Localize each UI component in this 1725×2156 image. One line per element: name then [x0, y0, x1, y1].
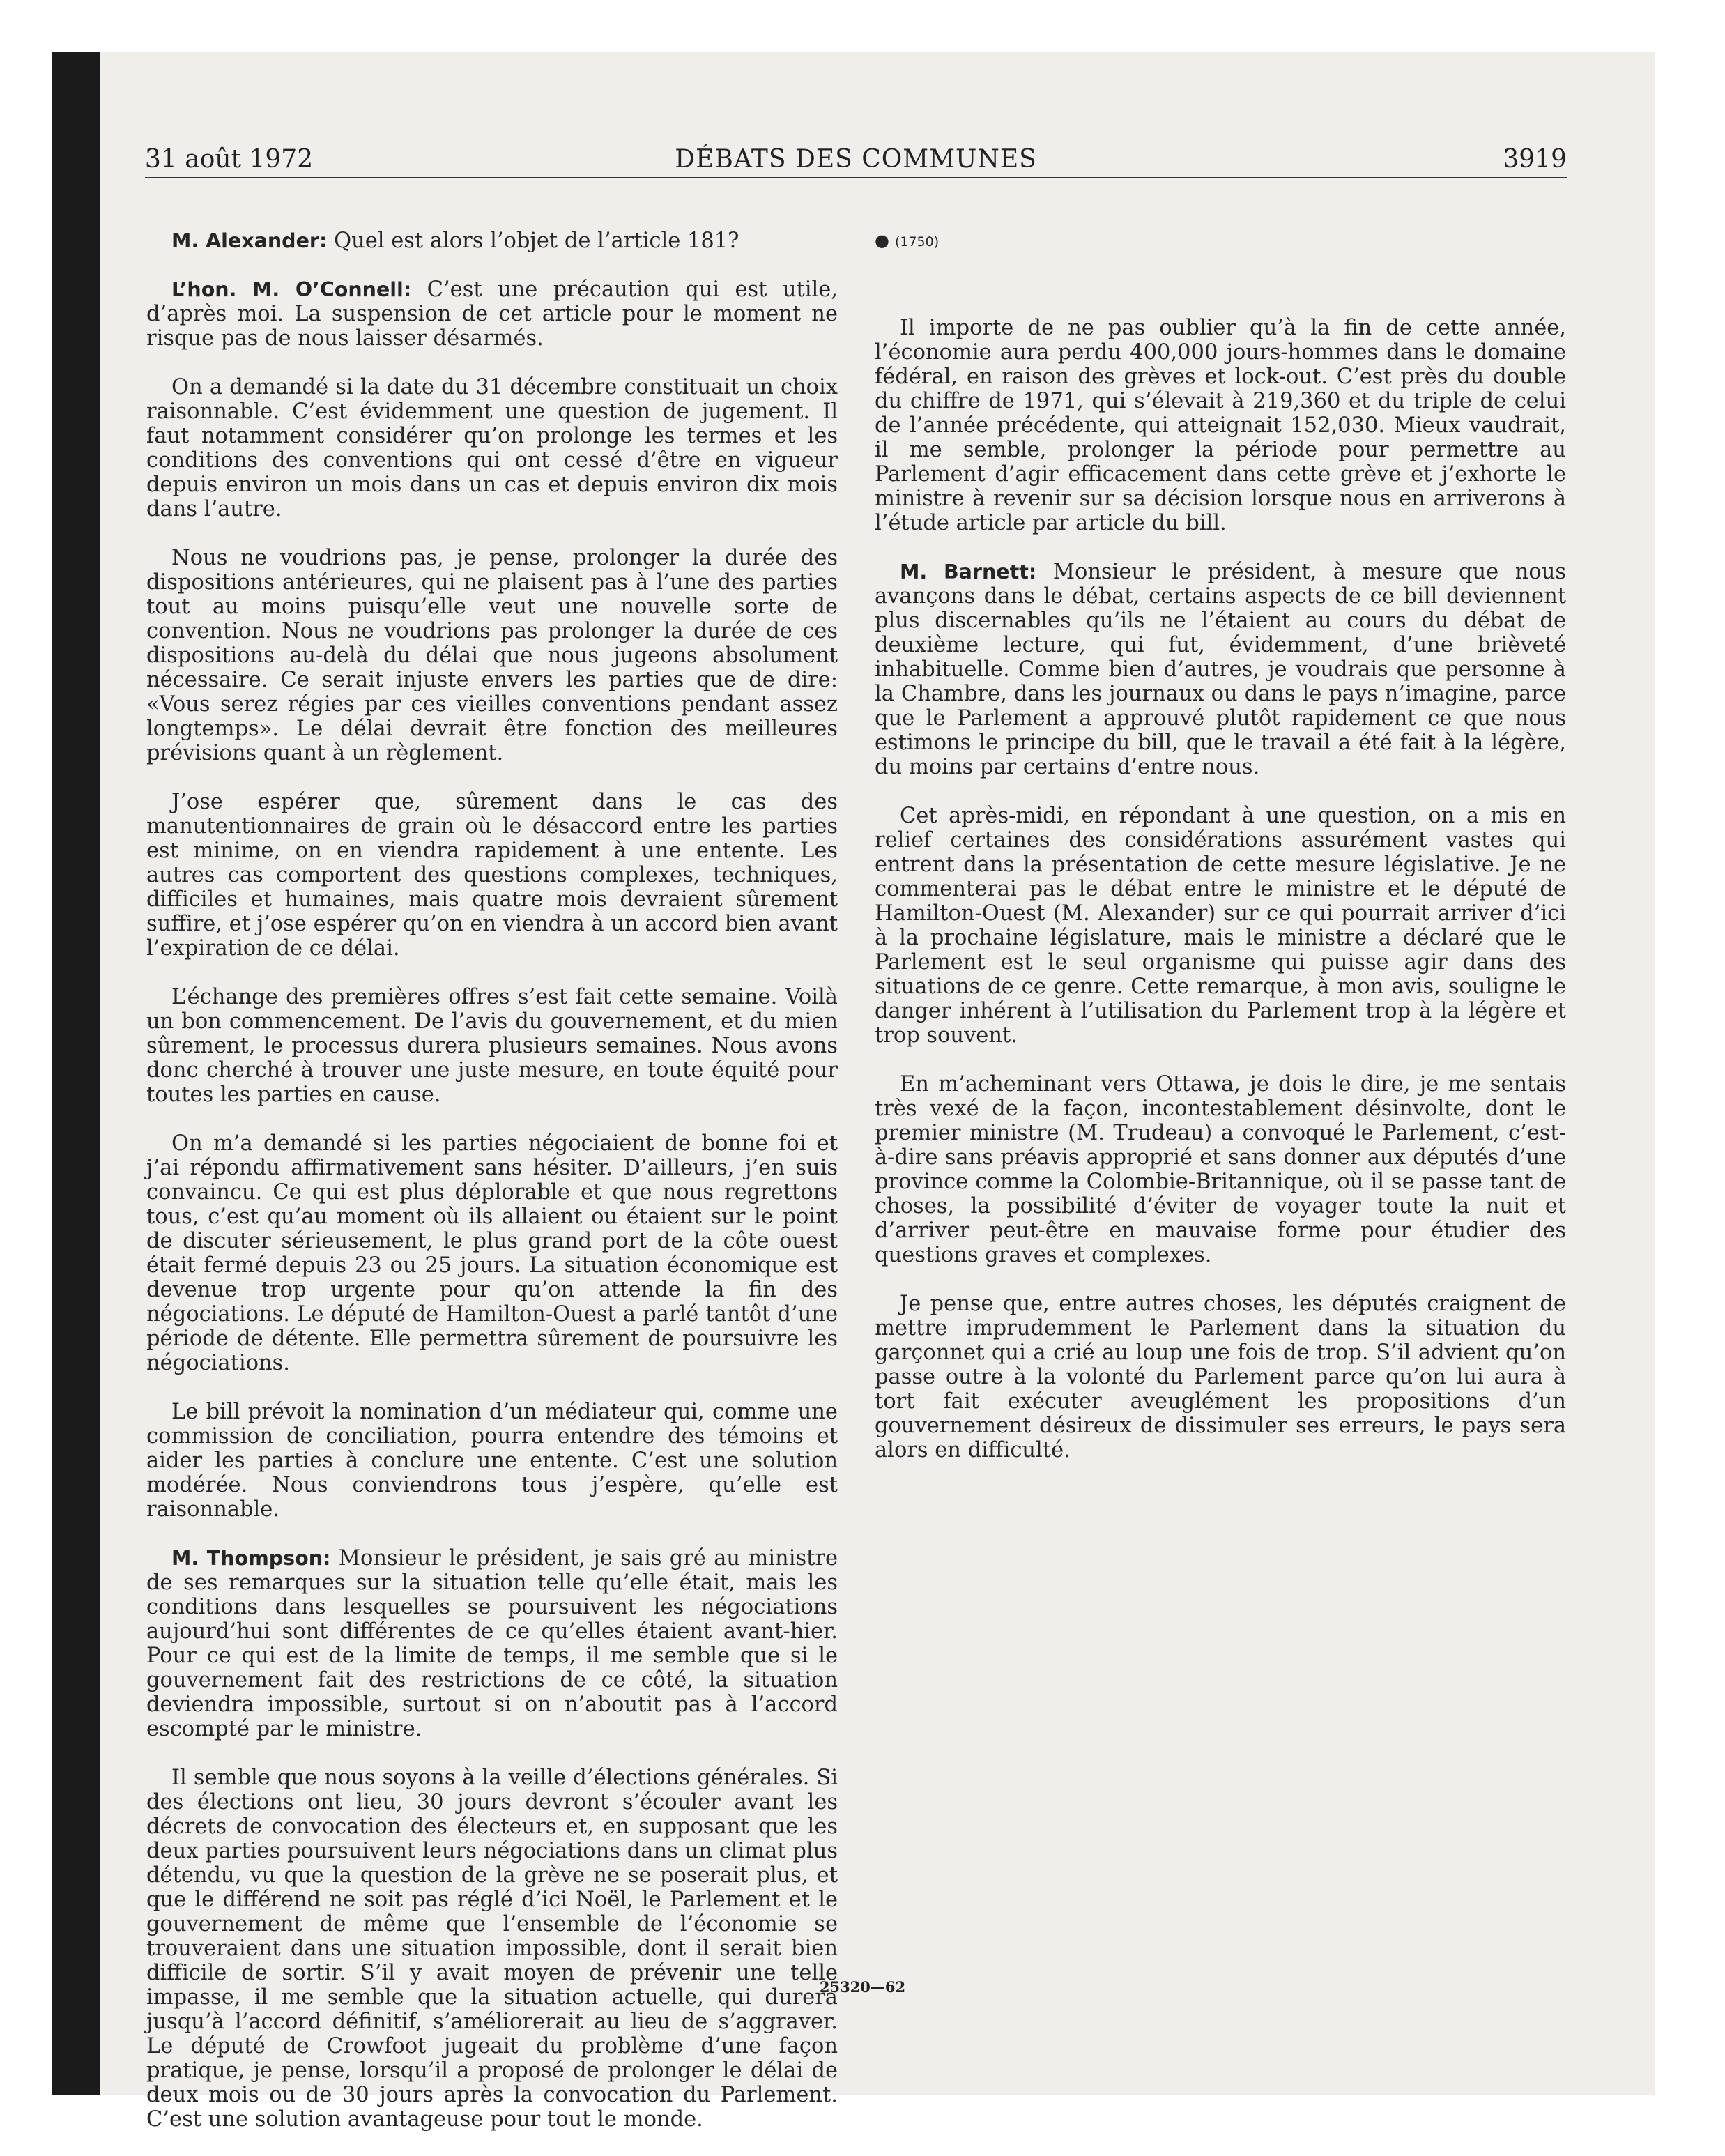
paragraph [146, 985, 838, 1107]
paragraph [875, 316, 1566, 535]
paragraph [875, 1072, 1566, 1267]
scan-edge-shadow [52, 52, 100, 2095]
header-date: 31 août 1972 [145, 145, 314, 174]
paragraph [146, 546, 838, 765]
left-column [146, 229, 838, 2156]
paragraph-text: C’est une précaution qui est utile, d’après moi. La suspension de cet article pour le moment ne risque pas de nous laisser désarmés. [146, 277, 838, 351]
paragraph-text: Il importe de ne pas oublier qu’à la fin de cette année, l’économie aura perdu 400,000 jours-hommes dans le domaine fédéral, en raison des grèves et lock-out. C’est près du double du chiffre de 1971, qui s’élevait à 219,360 et du triple de celui de l’année précédente, qui atteignait 152,030. Mieux vaudrait, il me semble, prolonger la période pour permettre au Parlement d’agir efficacement dans cette grève et j’exhorte le ministre à revenir sur sa décision lorsque nous en arriverons à l’étude article par article du bill. [875, 316, 1566, 535]
running-header [145, 145, 1567, 178]
paragraph [875, 560, 1566, 779]
paragraph-text: Je pense que, entre autres choses, les députés craignent de mettre imprudemment le Parlement dans la situation du garçonnet qui a crié au loup une fois de trop. S’il advient qu’on passe outre à la volonté du Parlement parce qu’on lui aura à tort fait exécuter aveuglément les propositions d’un gouvernement désireux de dissimuler ses erreurs, le pays sera alors en difficulté. [875, 1292, 1566, 1462]
paragraph [146, 1546, 838, 1741]
paragraph-text: Nous ne voudrions pas, je pense, prolonger la durée des dispositions antérieures, qui ne plaisent pas à l’une des parties tout au moins puisqu’elle veut une nouvelle sorte de convention. Nous ne voudrions pas prolonger la durée de ces dispositions au-delà du délai que nous jugeons absolument nécessaire. Ce serait injuste envers les parties que de dire: «Vous serez régies par ces vieilles conventions pendant assez longtemps». Le délai devrait être fonction des meilleures prévisions quant à un règlement. [146, 546, 838, 765]
paragraph [146, 790, 838, 961]
speaker-name: L’hon. M. O’Connell: [171, 278, 412, 301]
header-page-number: 3919 [1503, 145, 1567, 174]
paragraph [146, 1766, 838, 2132]
paragraph-text: Il semble que nous soyons à la veille d’élections générales. Si des élections ont lieu, 30 jours devront s’écouler avant les décrets de convocation des électeurs et, en supposant que les deux parties poursuivent leurs négociations dans un climat plus détendu, vu que la question de la grève ne se poserait plus, et que le différend ne soit pas réglé d’ici Noël, le Parlement et le gouvernement de même que l’ensemble de l’économie se trouveraient dans une situation impossible, dont il serait bien difficile de sortir. S’il y avait moyen de prévenir une telle impasse, il me semble que la situation actuelle, qui durera jusqu’à l’accord définitif, s’améliorerait au lieu de s’aggraver. Le député de Crowfoot jugeait du problème d’une façon pratique, je pense, lorsqu’il a proposé de prolonger le délai de deux mois ou de 30 jours après la convocation du Parlement. C’est une solution avantageuse pour tout le monde. [146, 1766, 838, 2132]
paragraph [875, 1292, 1566, 1462]
paragraph-text: L’échange des premières offres s’est fait cette semaine. Voilà un bon commencement. De l’avis du gouvernement, et du mien sûrement, le processus durera plusieurs semaines. Nous avons donc cherché à trouver une juste mesure, en toute équité pour toutes les parties en cause. [146, 985, 838, 1107]
paragraph [146, 1400, 838, 1522]
paragraph [146, 375, 838, 521]
paragraph-text: En m’acheminant vers Ottawa, je dois le dire, je me sentais très vexé de la façon, incontestablement désinvolte, dont le premier ministre (M. Trudeau) a convoqué le Parlement, c’est-à-dire sans préavis approprié et sans donner aux députés d’une province comme la Colombie-Britannique, où il se passe tant de choses, la possibilité d’éviter de voyager toute la nuit et d’arriver peut-être en mauvaise forme pour étudier des questions graves et complexes. [875, 1072, 1566, 1267]
speaker-name: M. Alexander: [171, 229, 328, 252]
paragraph-text: Le bill prévoit la nomination d’un médiateur qui, comme une commission de conciliation, pourra entendre des témoins et aider les parties à conclure une entente. C’est une solution modérée. Nous conviendrons tous j’espère, qu’elle est raisonnable. [146, 1400, 838, 1522]
paragraph-text: Monsieur le président, je sais gré au ministre de ses remarques sur la situation telle qu’elle était, mais les conditions dans lesquelles se poursuivent les négociations aujourd’hui sont différentes de ce qu’elles étaient avant-hier. Pour ce qui est de la limite de temps, il me semble que si le gouvernement fait des restrictions de ce côté, la situation deviendra impossible, surtout si on n’aboutit pas à l’accord escompté par le ministre. [146, 1546, 838, 1741]
paragraph [875, 804, 1566, 1048]
paragraph-text: Quel est alors l’objet de l’article 181? [334, 229, 739, 253]
paragraph [146, 229, 838, 253]
time-marker [875, 229, 1566, 254]
paragraph-text: J’ose espérer que, sûrement dans le cas des manutentionnaires de grain où le désaccord entre les parties est minime, on en viendra rapidement à une entente. Les autres cas comportent des questions complexes, techniques, difficiles et humaines, mais quatre mois devraient sûrement suffire, et j’ose espérer qu’on en viendra à un accord bien avant l’expiration de ce délai. [146, 790, 838, 961]
speaker-name: M. Barnett: [900, 560, 1037, 583]
speaker-name: M. Thompson: [171, 1547, 331, 1570]
header-title: DÉBATS DES COMMUNES [675, 145, 1037, 174]
paragraph [146, 1131, 838, 1375]
bullet-icon: ● [875, 231, 889, 250]
right-column [875, 229, 1566, 1487]
footer-signature: 25320—62 [819, 1978, 906, 1996]
paragraph-text: Monsieur le président, à mesure que nous avançons dans le débat, certains aspects de ce bill deviennent plus discernables qu’ils ne l’étaient au cours du débat de deuxième lecture, qui fut, évidemment, d’une brièveté inhabituelle. Comme bien d’autres, je voudrais que personne à la Chambre, dans les journaux ou dans le pays n’imagine, parce que le Parlement a approuvé plutôt rapidement ce que nous estimons le principe du bill, que le travail a été fait à la légère, du moins par certains d’entre nous. [875, 560, 1566, 779]
time-marker-text: (1750) [894, 234, 940, 250]
paragraph-text: On a demandé si la date du 31 décembre constituait un choix raisonnable. C’est évidemment une question de jugement. Il faut notamment considérer qu’on prolonge les termes et les conditions des conventions qui ont cessé d’être en vigueur depuis environ un mois dans un cas et depuis environ dix mois dans l’autre. [146, 375, 838, 521]
paragraph-text: Cet après-midi, en répondant à une question, on a mis en relief certaines des considérations assurément vastes qui entrent dans la présentation de cette mesure législative. Je ne commenterai pas le débat entre le ministre et le député de Hamilton-Ouest (M. Alexander) sur ce qui pourrait arriver d’ici à la prochaine législature, mais le ministre a déclaré que le Parlement est le seul organisme qui puisse agir dans des situations de ce genre. Cette remarque, à mon avis, souligne le danger inhérent à l’utilisation du Parlement trop à la légère et trop souvent. [875, 804, 1566, 1048]
paragraph-text: On m’a demandé si les parties négociaient de bonne foi et j’ai répondu affirmativement sans hésiter. D’ailleurs, j’en suis convaincu. Ce qui est plus déplorable et que nous regrettons tous, c’est qu’au moment où ils allaient ou étaient sur le point de discuter sérieusement, le plus grand port de la côte ouest était fermé depuis 23 ou 25 jours. La situation économique est devenue trop urgente pour qu’on attende la fin des négociations. Le député de Hamilton-Ouest a parlé tantôt d’une période de détente. Elle permettra sûrement de poursuivre les négociations. [146, 1131, 838, 1375]
paragraph [146, 277, 838, 351]
